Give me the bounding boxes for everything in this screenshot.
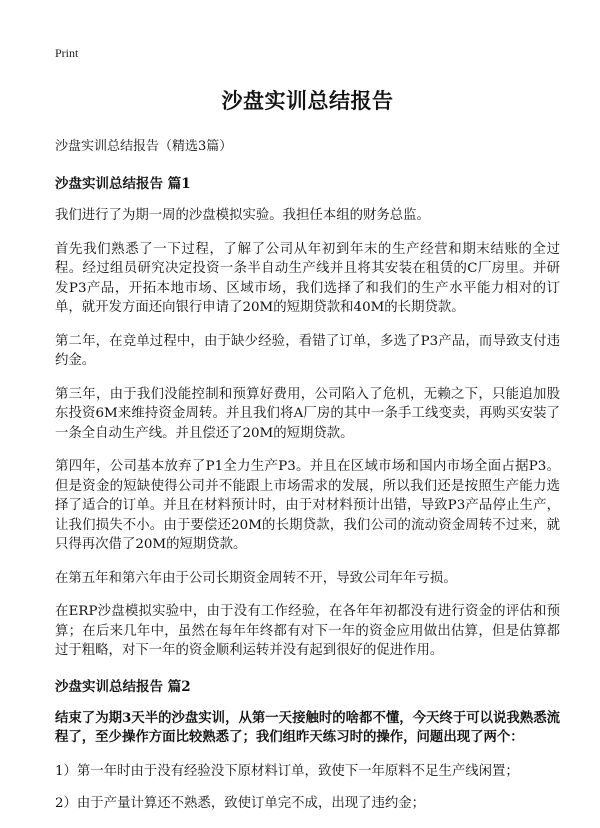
document-title: 沙盘实训总结报告 (221, 88, 394, 113)
print-label[interactable]: Print (55, 46, 79, 60)
section-1-paragraph: 我们进行了为期一周的沙盘模拟实验。我担任本组的财务总监。 (55, 208, 430, 223)
section-2-list-item: 2）由于产量计算还不熟悉，致使订单完不成，出现了违约金； (55, 796, 426, 811)
section-1-paragraph: 第四年，公司基本放弃了P1全力生产P3。并且在区域市场和国内市场全面占据P3。但是资金的短缺使得公司并不能跟上市场需求的发展，所以我们还是按照生产能力选择了适合的订单。并且在材料预计时，由于对材料预计出错，导致P3产品停止生产，让我们损失不小。由于要偿还20M的长期贷款，我们公司的流动资金周转不过来，就只得再次借了20M的短期贷款。 (55, 459, 560, 552)
section-2-heading: 沙盘实训总结报告 篇2 (55, 678, 191, 695)
section-1-paragraph: 第三年，由于我们没能控制和预算好费用，公司陷入了危机，无赖之下，只能追加股东投资6M来维持资金周转。并且我们将A厂房的其中一条手工线变卖，再购买安装了一条全自动生产线。并且偿还了20M的短期贷款。 (55, 386, 560, 441)
section-1-paragraph: 在第五年和第六年由于公司长期资金周转不开，导致公司年年亏损。 (55, 570, 457, 586)
document-subtitle: 沙盘实训总结报告（精选3篇） (55, 139, 233, 154)
section-1-paragraph: 首先我们熟悉了一下过程，了解了公司从年初到年末的生产经营和期末结账的全过程。经过组员研究决定投资一条半自动生产线并且将其安装在租赁的C厂房里。并研发P3产品，开拓本地市场、区域市场，我们选择了和我们的生产水平能力相对的订单，就开发方面还向银行申请了20M的短期贷款和40M的长期贷款。 (55, 241, 560, 315)
section-1-paragraph: 第二年，在竞单过程中，由于缺少经验，看错了订单，多选了P3产品，而导致支付违约金。 (55, 333, 560, 368)
section-2-list-item: 1）第一年时由于没有经验没下原材料订单，致使下一年原料不足生产线闲置； (55, 763, 519, 779)
section-2-intro: 结束了为期3天半的沙盘实训，从第一天接触时的啥都不懂，今天终于可以说我熟悉流程了，至少操作方面比较熟悉了；我们组昨天练习时的操作，问题出现了两个： (55, 709, 560, 745)
section-1-heading: 沙盘实训总结报告 篇1 (55, 176, 191, 192)
section-1-paragraph: 在ERP沙盘模拟实验中，由于没有工作经验，在各年年初都没有进行资金的评估和预算；在后来几年中，虽然在每年年终都有对下一年的资金应用做出估算，但是估算都过于粗略，对下一年的资金顺利运转并没有起到很好的促进作用。 (55, 604, 560, 658)
